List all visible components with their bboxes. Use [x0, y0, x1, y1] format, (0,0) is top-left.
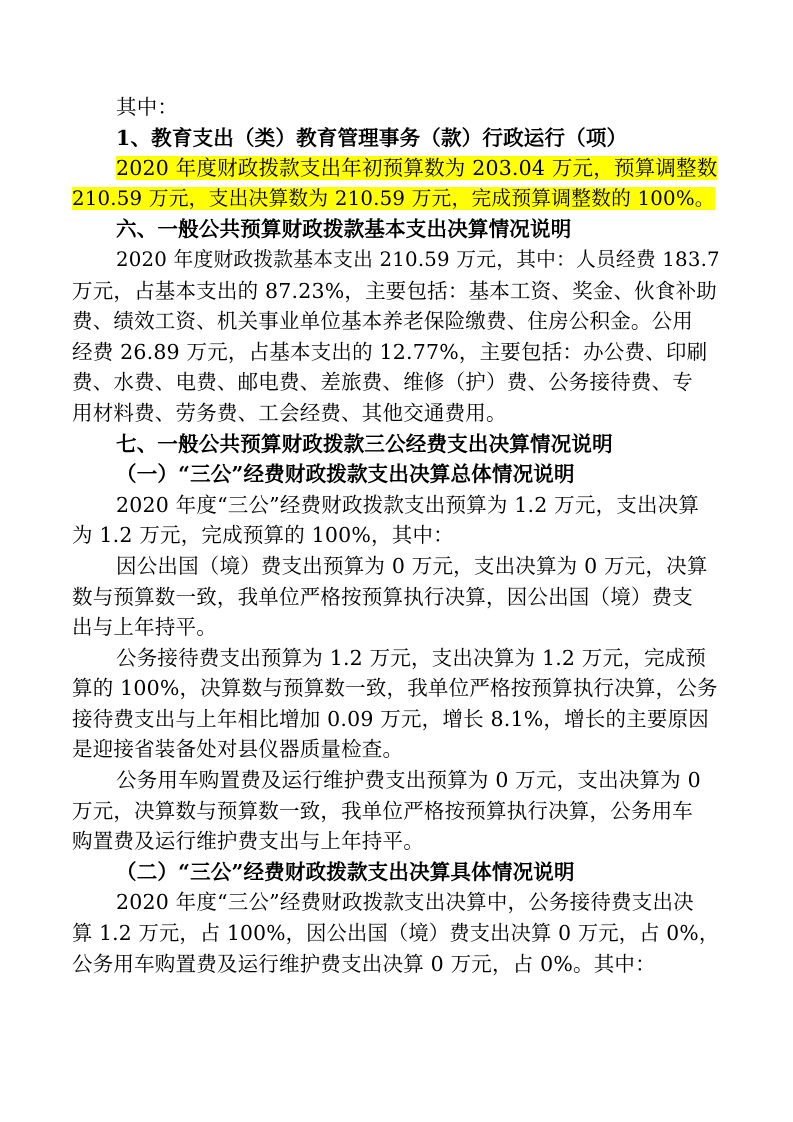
highlighted-text: 2020 年度财政拨款支出年初预算数为 203.04 万元，预算调整数 — [116, 156, 718, 181]
line-text: 万元，决算数与预算数一致，我单位严格按预算执行决算，公务用车 — [72, 798, 693, 823]
line-text: 其中： — [116, 95, 179, 119]
highlighted-text: 210.59 万元，支出决算数为 210.59 万元，完成预算调整数的 100%。 — [72, 186, 715, 210]
heading-item-1 — [72, 123, 722, 154]
paragraph-line — [72, 490, 722, 521]
line-text: 2020 年度“三公”经费财政拨款支出预算为 1.2 万元，支出决算 — [116, 492, 700, 517]
highlighted-line-2 — [72, 184, 722, 215]
line-text: 1、教育支出（类）教育管理事务（款）行政运行（项） — [116, 125, 628, 150]
paragraph-line — [72, 673, 722, 704]
line-text: 为 1.2 万元，完成预算的 100%，其中： — [72, 523, 454, 548]
subsection-heading-2 — [72, 857, 722, 888]
line-text: 因公出国（境）费支出预算为 0 万元，支出决算为 0 万元，决算 — [116, 553, 708, 578]
paragraph-line — [72, 245, 722, 276]
line-text: 万元，占基本支出的 87.23%，主要包括：基本工资、奖金、伙食补助 — [72, 278, 717, 303]
line-text: 算 1.2 万元，占 100%，因公出国（境）费支出决算 0 万元，占 0%， — [72, 921, 720, 946]
paragraph-line — [72, 826, 722, 857]
section-heading-6 — [72, 214, 722, 245]
paragraph-line — [72, 949, 722, 980]
line-text: 算的 100%，决算数与预算数一致，我单位严格按预算执行决算，公务 — [72, 676, 718, 701]
paragraph-line — [72, 796, 722, 827]
document-page — [72, 92, 722, 979]
paragraph-line — [72, 887, 722, 918]
paragraph-line — [72, 643, 722, 674]
line-text: 是迎接省装备处对县仪器质量检查。 — [72, 737, 404, 762]
line-text: 费、绩效工资、机关事业单位基本养老保险缴费、住房公积金。公用 — [72, 309, 693, 334]
paragraph-line — [72, 612, 722, 643]
line-text: （二）“三公”经费财政拨款支出决算具体情况说明 — [116, 859, 575, 884]
line-text: 购置费及运行维护费支出与上年持平。 — [72, 829, 424, 854]
text-line-qizhong — [72, 92, 722, 123]
paragraph-line — [72, 918, 722, 949]
paragraph-line — [72, 276, 722, 307]
paragraph-line — [72, 520, 722, 551]
line-text: 2020 年度“三公”经费财政拨款支出决算中，公务接待费支出决 — [116, 890, 694, 915]
line-text: 2020 年度财政拨款基本支出 210.59 万元，其中：人员经费 183.7 — [116, 247, 720, 271]
line-text: 六、一般公共预算财政拨款基本支出决算情况说明 — [116, 217, 572, 242]
paragraph-line — [72, 398, 722, 429]
paragraph-line — [72, 337, 722, 368]
subsection-heading-1 — [72, 459, 722, 490]
line-text: 公务用车购置费及运行维护费支出决算 0 万元，占 0%。其中： — [72, 951, 656, 976]
line-text: 经费 26.89 万元，占基本支出的 12.77%，主要包括：办公费、印刷 — [72, 339, 708, 364]
line-text: 出与上年持平。 — [72, 615, 217, 640]
line-text: 公务用车购置费及运行维护费支出预算为 0 万元，支出决算为 0 — [116, 768, 701, 793]
paragraph-line — [72, 704, 722, 735]
paragraph-line — [72, 306, 722, 337]
line-text: 公务接待费支出预算为 1.2 万元，支出决算为 1.2 万元，完成预 — [116, 645, 707, 670]
line-text: 七、一般公共预算财政拨款三公经费支出决算情况说明 — [116, 431, 613, 456]
paragraph-line — [72, 734, 722, 765]
line-text: 用材料费、劳务费、工会经费、其他交通费用。 — [72, 400, 507, 425]
line-text: 接待费支出与上年相比增加 0.09 万元，增长 8.1%，增长的主要原因 — [72, 706, 709, 731]
highlighted-line-1 — [72, 153, 722, 184]
line-text: （一）“三公”经费财政拨款支出决算总体情况说明 — [116, 462, 575, 487]
line-text: 费、水费、电费、邮电费、差旅费、维修（护）费、公务接待费、专 — [72, 370, 693, 395]
line-text: 数与预算数一致，我单位严格按预算执行决算，因公出国（境）费支 — [72, 584, 693, 609]
paragraph-line — [72, 582, 722, 613]
paragraph-line — [72, 765, 722, 796]
section-heading-7 — [72, 429, 722, 460]
paragraph-line — [72, 367, 722, 398]
paragraph-line — [72, 551, 722, 582]
